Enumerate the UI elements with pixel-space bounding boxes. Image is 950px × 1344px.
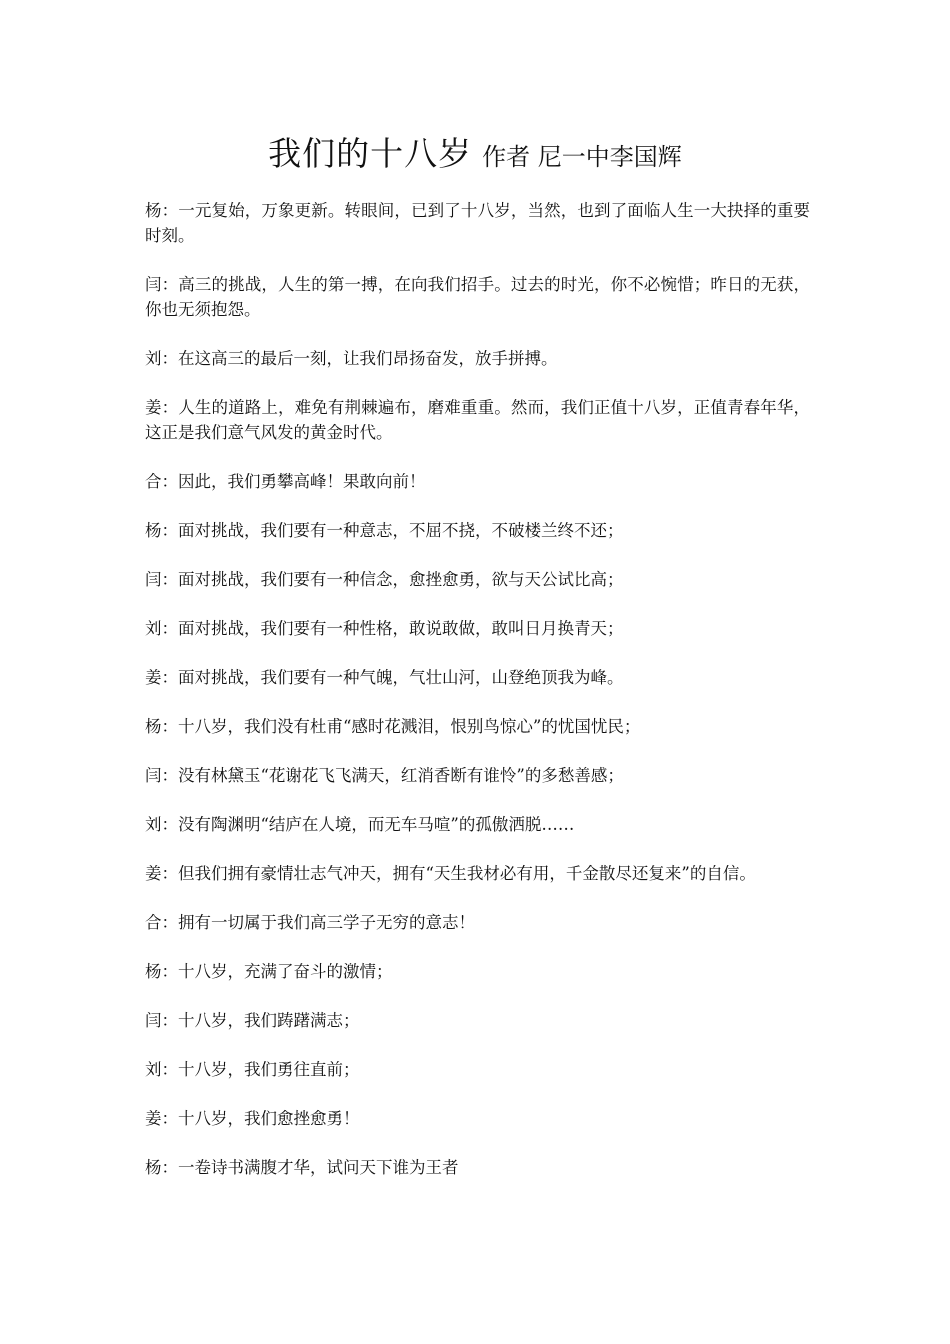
paragraph: 刘：十八岁，我们勇往直前；: [145, 1060, 360, 1079]
paragraph: 姜：十八岁，我们愈挫愈勇！: [145, 1109, 360, 1128]
paragraph: 杨：十八岁，我们没有杜甫“感时花溅泪，恨别鸟惊心”的忧国忧民；: [145, 717, 641, 736]
paragraph: 姜：面对挑战，我们要有一种气魄，气壮山河，山登绝顶我为峰。: [145, 668, 624, 687]
document-author: 作者 尼一中李国辉: [482, 143, 682, 171]
paragraph: 刘：面对挑战，我们要有一种性格，敢说敢做，敢叫日月换青天；: [145, 619, 624, 638]
title-row: [0, 128, 950, 175]
paragraph: 闫：高三的挑战，人生的第一搏，在向我们招手。过去的时光，你不必惋惜；昨日的无获，你也无须抱怨。: [145, 275, 810, 319]
paragraph: 姜：人生的道路上，难免有荆棘遍布，磨难重重。然而，我们正值十八岁，正值青春年华，这正是我们意气风发的黄金时代。: [145, 398, 810, 442]
document-body: [145, 198, 810, 1204]
paragraph: 合：因此，我们勇攀高峰！果敢向前！: [145, 472, 426, 491]
paragraph: 姜：但我们拥有豪情壮志气冲天，拥有“天生我材必有用，千金散尽还复来”的自信。: [145, 864, 756, 883]
paragraph: 杨：一卷诗书满腹才华，试问天下谁为王者: [145, 1158, 459, 1177]
paragraph: 合：拥有一切属于我们高三学子无穷的意志！: [145, 913, 475, 932]
paragraph: 杨：十八岁，充满了奋斗的激情；: [145, 962, 393, 981]
paragraph: 闫：面对挑战，我们要有一种信念，愈挫愈勇，欲与天公试比高；: [145, 570, 624, 589]
document-title: 我们的十八岁: [268, 134, 473, 173]
paragraph: 闫：十八岁，我们踌躇满志；: [145, 1011, 360, 1030]
paragraph: 杨：一元复始，万象更新。转眼间，已到了十八岁，当然，也到了面临人生一大抉择的重要时刻。: [145, 201, 810, 245]
paragraph: 刘：没有陶渊明“结庐在人境，而无车马喧”的孤傲洒脱……: [145, 815, 575, 834]
paragraph: 闫：没有林黛玉“花谢花飞飞满天，红消香断有谁怜”的多愁善感；: [145, 766, 624, 785]
paragraph: 杨：面对挑战，我们要有一种意志，不屈不挠，不破楼兰终不还；: [145, 521, 624, 540]
paragraph: 刘：在这高三的最后一刻，让我们昂扬奋发，放手拼搏。: [145, 349, 558, 368]
